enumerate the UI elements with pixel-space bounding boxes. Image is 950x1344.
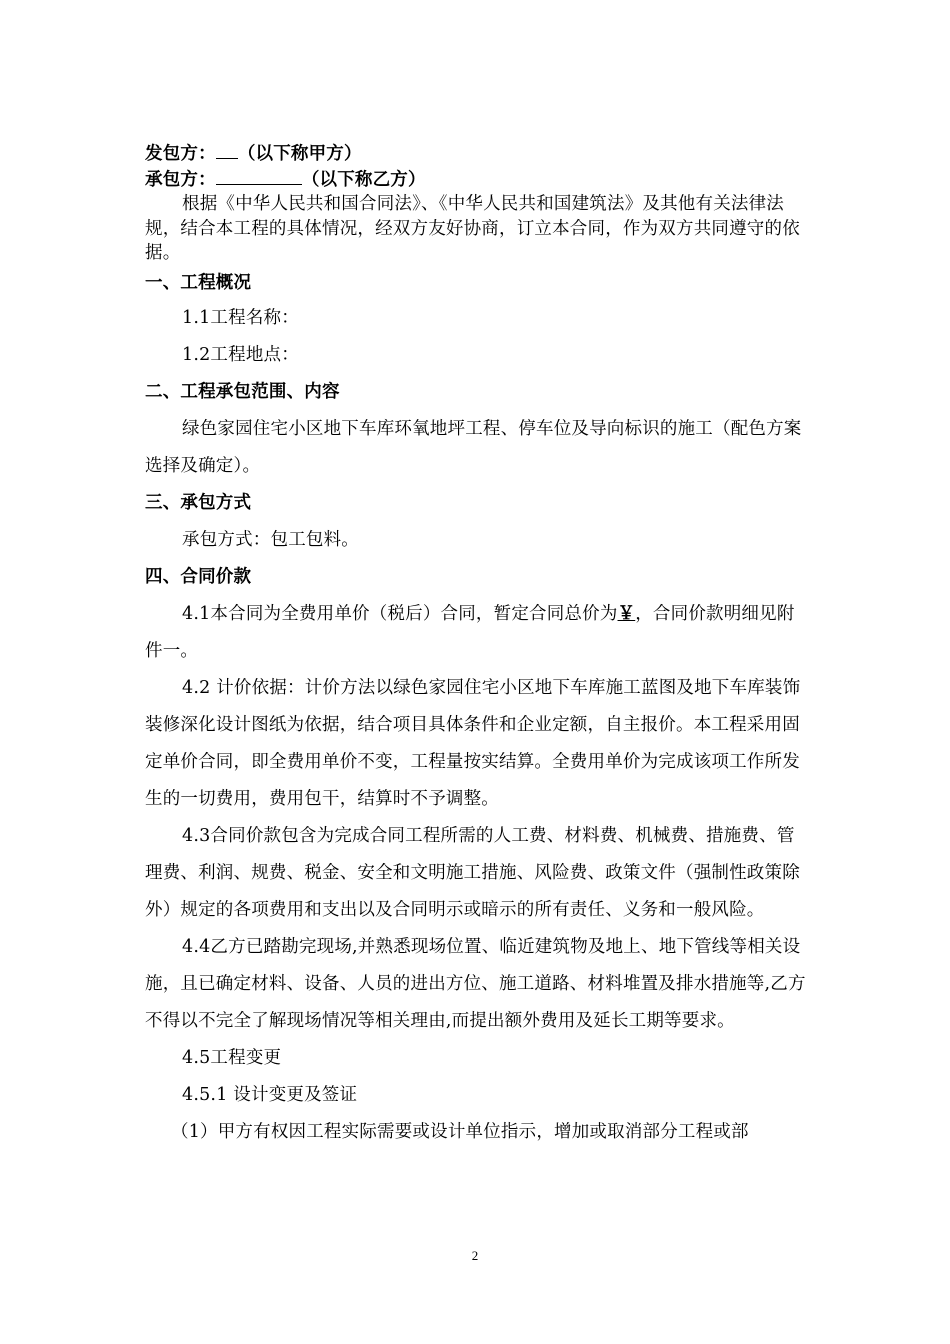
contractor-label: 承包方： (145, 170, 216, 190)
clause-4-5-1-item-1: （1）甲方有权因工程实际需要或设计单位指示，增加或取消部分工程或部 (171, 1121, 749, 1142)
contractor-blank (216, 166, 302, 185)
section-2-heading: 二、工程承包范围、内容 (145, 381, 340, 402)
clause-4-4: 4.4乙方已踏勘完现场,并熟悉现场位置、临近建筑物及地上、地下管线等相关设施，且已确定材料、设备、人员的进出方位、施工道路、材料堆置及排水措施等,乙方不得以不完全了解现场情况等相关理由,而提出额外费用及延长工期等要求。 (145, 936, 806, 1031)
section-3-heading: 三、承包方式 (145, 492, 252, 513)
contractor-suffix: （以下称乙方） (301, 170, 426, 190)
contract-mode-line: 承包方式：包工包料。 (182, 529, 359, 550)
clause-4-2: 4.2 计价依据：计价方法以绿色家园住宅小区地下车库施工蓝图及地下车库装饰装修深化设计图纸为依据，结合项目具体条件和企业定额，自主报价。本工程采用固定单价合同，即全费用单价不变，工程量按实结算。全费用单价为完成该项工作所发生的一切费用，费用包干，结算时不予调整。 (145, 677, 801, 809)
clause-4-3: 4.3合同价款包含为完成合同工程所需的人工费、材料费、机械费、措施费、管理费、利润、规费、税金、安全和文明施工措施、风险费、政策文件（强制性政策除外）规定的各项费用和支出以及合同明示或暗示的所有责任、义务和一般风险。 (145, 825, 800, 920)
clause-4-1-text: 4.1本合同为全费用单价（税后）合同，暂定合同总价为 (182, 603, 618, 624)
contract-body (145, 140, 810, 1151)
employer-blank (216, 140, 238, 159)
employer-suffix: （以下称甲方） (237, 144, 362, 164)
project-location-line: 1.2工程地点： (182, 344, 299, 365)
clause-4-5-1: 4.5.1 设计变更及签证 (182, 1084, 358, 1105)
clause-4-5: 4.5工程变更 (182, 1047, 282, 1068)
scope-paragraph: 绿色家园住宅小区地下车库环氧地坪工程、停车位及导向标识的施工（配色方案选择及确定）。 (145, 418, 802, 476)
employer-label: 发包方： (145, 144, 216, 164)
total-price-blank: ￥ (617, 603, 636, 624)
intro-paragraph: 根据《中华人民共和国合同法》、《中华人民共和国建筑法》及其他有关法律法规，结合本工程的具体情况，经双方友好协商，订立本合同，作为双方共同遵守的依据。 (145, 194, 800, 263)
section-1-heading: 一、工程概况 (145, 272, 252, 293)
employer-line (145, 140, 810, 166)
contractor-line (145, 166, 810, 192)
section-4-heading: 四、合同价款 (145, 566, 252, 587)
page-number: 2 (471, 1248, 479, 1263)
project-name-line: 1.1工程名称： (182, 307, 299, 328)
clause-4-1-text-end: ，合同价款明细见附件一。 (145, 603, 795, 661)
clause-4-1 (145, 596, 810, 670)
